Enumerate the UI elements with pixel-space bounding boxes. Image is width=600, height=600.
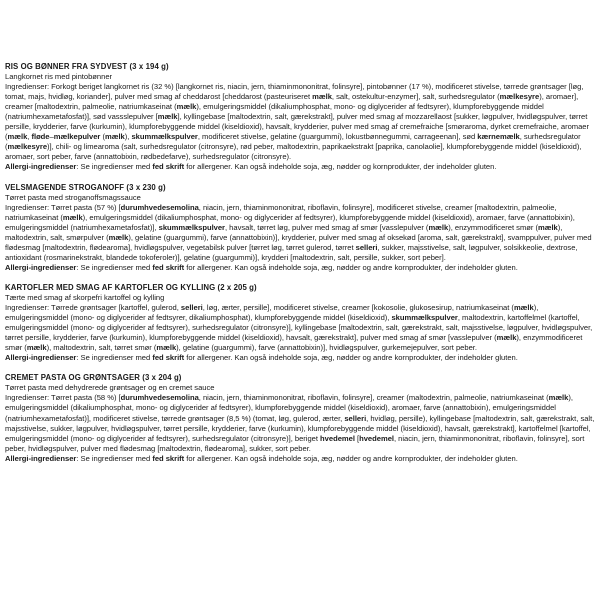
text-run: [ [354,433,360,443]
allergy-text [5,454,596,464]
allergy-text [5,162,596,172]
text-run: Ingredienser: Forkogt beriget langkornet ris (32 %) [langkornet ris, niacin, jern, thiaminmononitrat, folinsyre], pintobønner (17 %), modificeret stivelse, tørrede grøntsager [løg, tomat, majs, hvidløg, koriander], pulver med smag af cheddarost [cheddarost (pasteuriseret [5,82,584,102]
allergen-bold-text: mælk [312,92,332,102]
ingredients-text [5,203,596,263]
allergy-text [5,353,596,363]
text-run: : Se ingredienser med [76,162,153,172]
text-run: ), enzymmodificeret smør ( [5,333,583,353]
allergen-bold-text: mælk [26,343,47,353]
text-run: for allergener. Kan også indeholde soja, æg, nødder og kornprodukter, der indeholder gluten. [184,162,497,172]
allergen-bold-text: mælk [7,132,28,142]
product-title: VELSMAGENDE STROGANOFF (3 x 230 g) [5,182,166,192]
allergen-bold-text: mælk [176,102,197,112]
text-run: ), emulgeringsmiddel (dikaliumphosphat, mono- og diglycerider af fedtsyrer), klumpforebyggende middel (kiseldioxid), aromaer, farve (annattobixin), emulgeringsmiddel (natriumhexametafosfat)], [5,212,575,232]
product-section-cremet-pasta [5,373,596,463]
product-subtitle: Tørret pasta med stroganoffsmagssauce [5,192,141,202]
allergen-bold-text: mælk [156,343,177,353]
text-run: : Se ingredienser med [76,453,153,463]
text-run: , salt, ostekultur-enzymer], salt, surhedsregulator ( [331,92,500,102]
ingredients-text [5,82,596,162]
ingredients-text [5,393,596,453]
text-run: for allergener. Kan også indeholde soja, æg, nødder og andre kornprodukter, der indeholder gluten. [184,262,518,272]
allergen-bold-text: mælk [548,393,569,403]
allergen-bold-text: selleri [355,242,378,252]
text-run: , sukker, majsstivelse, salt, løgpulver, solsikkeolie, dextrose, antioxidant (rosmarinekstrakt, blandede tokoferoler)], gelatine (guargummi)], krydderi [maltodextrin, salt, persille, sukker, sort peber]. [5,242,578,262]
allergen-bold-text: Allergi-ingredienser [5,262,77,272]
product-title: KARTOFLER MED SMAG AF KARTOFLER OG KYLLING (2 x 205 g) [5,282,257,292]
product-section-stroganoff [5,183,596,273]
product-section-kartofler-kylling [5,283,596,363]
text-run: , niacin, jern, thiaminmononitrat, riboflavin, folinsyre], sort peber, hvidløgspulver, pulver med flødesmag [maltodextrin, flødearoma], sukker, sort peber. [5,433,585,453]
text-run: , løg, ærter, persille], modificeret stivelse, creamer [kokosolie, glukosesirup, natriumkaseinat ( [202,303,514,313]
text-run: , hvidløg, persille), kyllingebase [maltodextrin, salt, gærekstrakt, salt, majsstivelse, sukker, løgpulver, hvidløgspulver, tørret persille, krydderier, farve (kurkumin), klumpforebyggende middel (kiseldioxid), havsalt, gærekstrakt], kartoffelmel [kartoffel, emulgeringsmiddel (mono- og diglycerider af fedtsyrer), surhedsregulator (citronsyre)], beriget [5,413,595,443]
text-run: , havsalt, tørret løg, pulver med smag af smør [vasslepulver ( [225,222,429,232]
allergen-bold-text: skummælkspulver [391,313,458,323]
allergen-bold-text: kærnemælk [477,132,520,142]
text-run: , modificeret stivelse, gelatine (guargummi), lokustbønnegummi, carrageenan], sød [197,132,478,142]
allergen-bold-text: mælk [157,112,178,122]
text-run: ), emulgeringsmiddel (dikaliumphosphat, mono- og diglycerider af fedtsyrer), klumpforebyggende middel (kiseldioxid), aromaer, farve (annattobixin), emulgeringsmiddel (natriumhexametafosfat)], modificeret stivelse, tørrede grøntsager (8,5 %) (tomat, løg, gulerod, ærter, [5,393,573,423]
text-run: ), maltodextrin, salt, tørret smør ( [46,343,157,353]
text-run: ), gelatine (guargummi), farve (annattobixin)], krydderier, pulver med smag af oksekød [aroma, salt, gærekstrakt], svamppulver, pulver med flødesmag [maltodextrin, flødearoma], hvidløgspulver, vegetabilsk pulver [tørret løg, tørret gulerod, tørret [5,232,592,252]
text-run: ), emulgeringsmiddel (dikaliumphosphat, mono- og diglycerider af fedtsyrer), klumpforebyggende middel (natriumhexametafosfat)], sød vassslepulver [ [5,102,544,122]
allergen-bold-text: fed skrift [152,453,185,463]
allergen-bold-text: mælk [108,232,129,242]
text-run: : Se ingredienser med [76,353,153,363]
text-run: , niacin, jern, thiaminmononitrat, riboflavin, folinsyre], modificeret stivelse, creamer [maltodextrin, palmeolie, natriumkaseinat ( [5,202,557,222]
product-subtitle: Langkornet ris med pintobønner [5,72,113,82]
allergen-bold-text: selleri [180,303,203,313]
allergen-bold-text: Allergi-ingredienser [5,353,77,363]
allergen-bold-text: fed skrift [152,262,185,272]
text-run: , surhedsregulator ( [5,132,581,152]
allergen-bold-text: hvedemel [320,433,355,443]
allergen-bold-text: selleri [344,413,367,423]
allergen-bold-text: fløde [31,132,50,142]
allergen-bold-text: hvedemel [359,433,394,443]
allergen-bold-text: Allergi-ingredienser [5,453,77,463]
text-run: : Se ingredienser med [76,262,153,272]
allergen-bold-text: mælkesyre [7,142,48,152]
allergen-bold-text: mælkesyre [499,92,540,102]
text-run: Ingredienser: Tørrede grøntsager [kartoffel, gulerod, [5,303,181,313]
text-run: , maltodextrin, kartoffelmel (kartoffel, emulgeringsmiddel (mono- og diglycerider af fedtsyrer), surhedsregulator (citronsyre)], kyllingebase [maltodextrin, salt, gærekstrakt, salt, majsstivelse, løgpulver, hvidløgspulver, tørret persille, krydderier, farve (kurkumin), klumpforebyggende middel (kiseldioxid), havsalt, gærekstrakt], pulver med smag af smør [vasslepulver ( [5,313,593,343]
allergy-text [5,263,596,273]
text-run: for allergener. Kan også indeholde soja, æg, nødder og andre kornprodukter, der indeholder gluten. [184,453,518,463]
ingredients-text [5,303,596,353]
allergen-bold-text: mælkepulver [53,132,101,142]
text-run: , [27,132,32,142]
text-run: ), maltodextrin, salt, smørpulver ( [5,222,563,242]
text-run: ( [100,132,105,142]
text-run: , niacin, jern, thiaminmononitrat, riboflavin, folinsyre], creamer (maltodextrin, palmeolie, natriumkaseinat ( [198,393,549,403]
text-run: ), aromaer], creamer [maltodextrin, palmeolie, natriumkaseinat ( [5,92,579,112]
product-subtitle: Tørret pasta med dehydrerede grøntsager og en cremet sauce [5,383,215,393]
allergen-bold-text: skummælkspulver [131,132,198,142]
text-run: ), gelatine (guargummi), farve (annattobixin)], hvidløgspulver, gurkemejepulver, sort peber. [176,343,477,353]
text-run: Ingredienser: Tørret pasta (58 %) [ [5,393,121,403]
text-run: for allergener. Kan også indeholde soja, æg, nødder og andre kornprodukter, der indeholder gluten. [184,353,518,363]
allergen-bold-text: mælk [104,132,125,142]
product-title: CREMET PASTA OG GRØNTSAGER (3 x 204 g) [5,373,182,383]
allergen-bold-text: mælk [537,222,558,232]
allergen-bold-text: skummælkspulver [158,222,225,232]
product-title: RIS OG BØNNER FRA SYDVEST (3 x 194 g) [5,62,169,71]
allergen-bold-text: mælk [428,222,449,232]
product-subtitle: Tærte med smag af skorpefri kartoffel og kylling [5,292,165,302]
text-run: ), [124,132,132,142]
allergen-bold-text: mælk [62,212,83,222]
text-run: )], chili- og limearoma (salt, surhedsregulator (citronsyre), rød peber, maltodextrin, paprikaekstrakt [paprika, canolaolie], klumpforebyggende middel (kiseldioxid), aromaer, sort peber, farve (annattobixin, rødbedefarve), surhedsregulator (citronsyre). [5,142,582,162]
text-run: ), enzymmodificeret smør ( [448,222,538,232]
text-run: Ingredienser: Tørret pasta (57 %) [ [5,202,121,212]
allergen-bold-text: Allergi-ingredienser [5,162,77,172]
allergen-bold-text: fed skrift [152,353,185,363]
allergen-bold-text: mælk [513,303,534,313]
product-section-ris-og-bonner [5,62,596,173]
allergen-bold-text: durumhvedesemolina [120,202,199,212]
allergen-bold-text: fed skrift [152,162,185,172]
allergen-bold-text: durumhvedesemolina [120,393,199,403]
text-run: ), emulgeringsmiddel (mono- og diglycerider af fedtsyrer, dikaliumphosphat), klumpforebyggende middel (kiseldioxid), [5,303,539,323]
allergen-bold-text: mælk [496,333,517,343]
text-run: ], kyllingebase [maltodextrin, salt, gærekstrakt], pulver med smag af mozzarellaost [sukker, løgpulver, hvidløgspulver, tørret persille, krydderier, farve (kurkumin), klumpforebyggende middel (kiseldioxid), havsalt, krydderier, pulver med smag af cremefraiche [smøraroma, dyrket cremefraiche, aromaer ( [5,112,590,142]
text-run: – [49,132,54,142]
